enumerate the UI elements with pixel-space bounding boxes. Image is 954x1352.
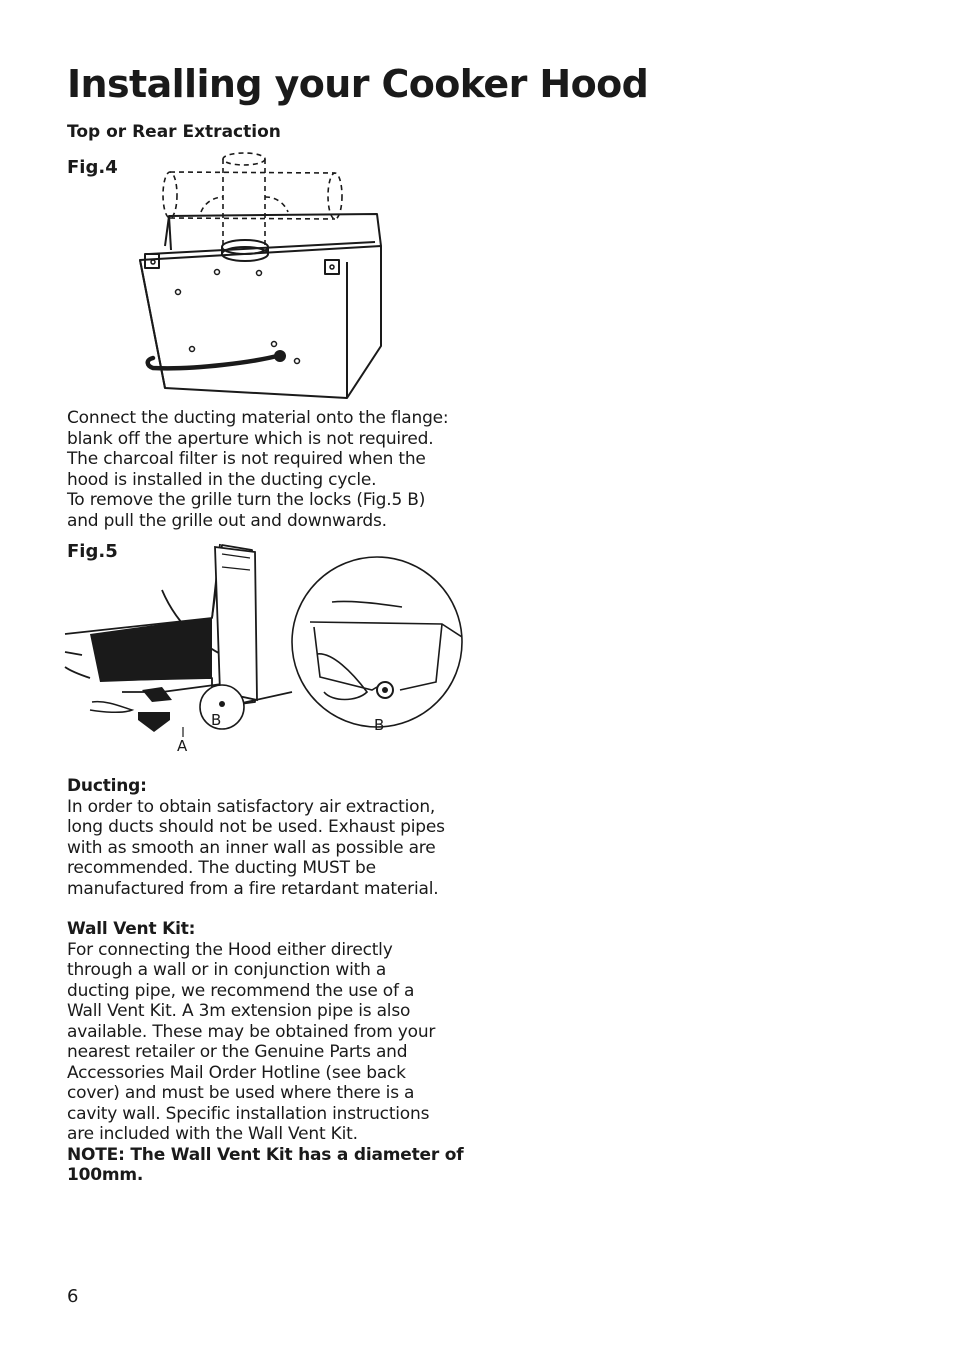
ducting-heading: Ducting: xyxy=(67,776,147,796)
extraction-line: and pull the grille out and downwards. xyxy=(67,510,387,531)
fig5-callout-a: A xyxy=(177,737,188,755)
fig4-cooker-hood-illustration xyxy=(135,150,390,405)
ducting-section xyxy=(67,776,467,899)
extraction-line: blank off the aperture which is not required. xyxy=(67,428,434,449)
fig5-callout-b: B xyxy=(211,711,222,729)
section-heading-extraction: Top or Rear Extraction xyxy=(67,122,281,142)
extraction-line: To remove the grille turn the locks (Fig.5 B) xyxy=(67,490,426,510)
page-title: Installing your Cooker Hood xyxy=(67,62,649,106)
wall-vent-section xyxy=(67,919,467,1186)
wall-vent-heading: Wall Vent Kit: xyxy=(67,919,196,939)
ducting-line: long ducts should not be used. Exhaust pipes xyxy=(67,817,445,837)
ducting-line: In order to obtain satisfactory air extraction, xyxy=(67,796,436,817)
wall-vent-note: 100mm. xyxy=(67,1165,144,1185)
fig5-detail-callout-b: B xyxy=(374,716,385,734)
extraction-line: Connect the ducting material onto the flange: xyxy=(67,408,449,428)
fig5-grille-removal-illustration xyxy=(62,542,467,757)
wall-vent-line: nearest retailer or the Genuine Parts and xyxy=(67,1042,408,1062)
wall-vent-line: cover) and must be used where there is a xyxy=(67,1083,415,1103)
fig5-label: Fig.5 xyxy=(67,541,118,562)
wall-vent-line: ducting pipe, we recommend the use of a xyxy=(67,980,415,1001)
ducting-line: recommended. The ducting MUST be xyxy=(67,858,376,878)
wall-vent-line: Wall Vent Kit. A 3m extension pipe is also xyxy=(67,1001,411,1021)
extraction-paragraph xyxy=(67,408,467,531)
wall-vent-line: cavity wall. Specific installation instructions xyxy=(67,1103,430,1124)
extraction-line: hood is installed in the ducting cycle. xyxy=(67,469,377,490)
wall-vent-note: NOTE: The Wall Vent Kit has a diameter of xyxy=(67,1144,464,1165)
page-number: 6 xyxy=(67,1286,79,1307)
ducting-line: manufactured from a fire retardant material. xyxy=(67,878,439,899)
wall-vent-line: For connecting the Hood either directly xyxy=(67,939,393,960)
wall-vent-line: through a wall or in conjunction with a xyxy=(67,960,387,980)
fig4-label: Fig.4 xyxy=(67,157,118,178)
extraction-line: The charcoal filter is not required when the xyxy=(67,449,426,469)
wall-vent-line: Accessories Mail Order Hotline (see back xyxy=(67,1062,406,1083)
wall-vent-line: available. These may be obtained from your xyxy=(67,1021,436,1042)
ducting-line: with as smooth an inner wall as possible are xyxy=(67,837,436,858)
wall-vent-line: are included with the Wall Vent Kit. xyxy=(67,1124,358,1144)
